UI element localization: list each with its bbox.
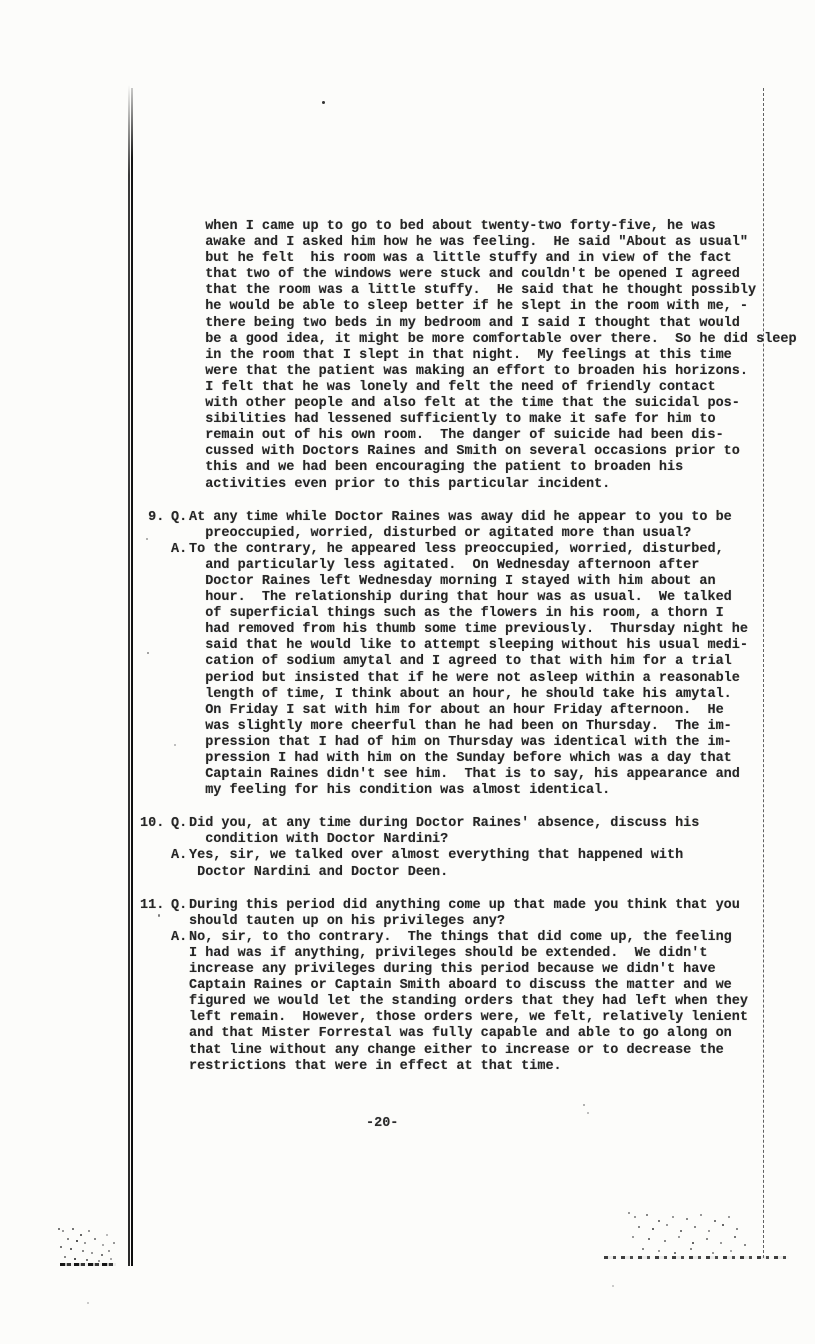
qa-item-11 [140, 898, 800, 1075]
scan-dot [322, 101, 325, 104]
line-text: cation of sodium amytal and I agreed to that with him for a trial [189, 654, 732, 670]
page-number: -20- [366, 1116, 399, 1131]
line-text: he would be able to sleep better if he slept in the room with me, - [189, 299, 748, 315]
line-text: At any time while Doctor Raines was away did he appear to you to be [189, 509, 732, 525]
line-text: activities even prior to this particular incident. [189, 476, 611, 492]
line-text: Doctor Nardini and Doctor Deen. [189, 864, 449, 880]
line-text: there being two beds in my bedroom and I said I thought that would [189, 315, 740, 331]
scan-dot [147, 652, 149, 654]
text-line [140, 348, 800, 364]
question-number: 10. [140, 816, 165, 832]
text-line [140, 930, 800, 946]
text-line [140, 412, 800, 428]
text-line [140, 364, 800, 380]
text-line [140, 251, 800, 267]
text-line [140, 477, 800, 493]
text-line [140, 767, 800, 783]
text-line [140, 510, 800, 526]
text-line [140, 283, 800, 299]
text-line [140, 687, 800, 703]
line-text: pression I had with him on the Sunday before which was a day that [189, 751, 732, 766]
line-text: Captain Raines didn't see him. That is to say, his appearance and [189, 767, 740, 783]
text-line [140, 638, 800, 654]
speaker-label: A. [171, 848, 188, 864]
line-text: should tauten up on his privileges any? [189, 913, 505, 929]
text-line [140, 703, 800, 719]
line-text: restrictions that were in effect at that time. [189, 1058, 562, 1074]
text-line [140, 542, 800, 558]
text-line [140, 832, 800, 848]
text-line [140, 622, 800, 638]
left-margin-line-outer [128, 85, 130, 1266]
speaker-label: A. [171, 541, 188, 557]
text-line [140, 898, 800, 914]
line-text: and particularly less agitated. On Wednesday afternoon after [189, 557, 700, 573]
line-text: Did you, at any time during Doctor Raines' absence, discuss his [189, 816, 700, 832]
line-text: was slightly more cheerful than he had been on Thursday. The im- [189, 718, 732, 734]
line-text: period but insisted that if he were not asleep within a reasonable [189, 670, 740, 686]
text-line [140, 460, 800, 476]
line-text: Captain Raines or Captain Smith aboard to discuss the matter and we [189, 978, 732, 994]
scan-dot [612, 1285, 614, 1287]
line-text: I felt that he was lonely and felt the need of friendly contact [189, 379, 716, 395]
text-line [140, 962, 800, 978]
line-text: length of time, I think about an hour, he should take his amytal. [189, 686, 732, 702]
line-text: when I came up to go to bed about twenty-two forty-five, he was [189, 219, 716, 234]
text-line [140, 219, 800, 235]
line-text: that the room was a little stuffy. He said that he thought possibly [189, 283, 757, 299]
qa-item-9 [140, 510, 800, 800]
text-line [140, 428, 800, 444]
line-text: increase any privileges during this period because we didn't have [189, 962, 716, 978]
text-line [140, 865, 800, 881]
text-line [140, 574, 800, 590]
line-text: said that he would like to attempt sleeping without his usual medi- [189, 638, 748, 654]
text-line [140, 994, 800, 1010]
scan-dot [158, 914, 160, 917]
line-text: During this period did anything come up that made you think that you [189, 897, 740, 913]
scan-dot [146, 538, 148, 540]
text-line [140, 396, 800, 412]
line-text: I had was if anything, privileges should be extended. We didn't [189, 945, 708, 961]
line-text: condition with Doctor Nardini? [189, 832, 449, 848]
text-line [140, 914, 800, 930]
line-text: this and we had been encouraging the patient to broaden his [189, 460, 684, 476]
text-line [140, 735, 800, 751]
text-line [140, 719, 800, 735]
text-line [140, 332, 800, 348]
question-number: 11. [140, 897, 165, 913]
continuation-paragraph [140, 219, 800, 493]
line-text: preoccupied, worried, disturbed or agitated more than usual? [189, 525, 692, 541]
text-line [140, 299, 800, 315]
line-text: hour. The relationship during that hour was as usual. We talked [189, 590, 732, 606]
text-line [140, 783, 800, 799]
line-text: of superficial things such as the flowers in his room, a thorn I [189, 606, 724, 622]
line-text: remain out of his own room. The danger of suicide had been dis- [189, 428, 724, 444]
line-text: had removed from his thumb some time previously. Thursday night he [189, 622, 748, 638]
line-text: Doctor Raines left Wednesday morning I stayed with him about an [189, 573, 716, 589]
scan-dot [87, 1302, 89, 1304]
text-line [140, 848, 800, 864]
text-line [140, 654, 800, 670]
typewritten-text [140, 219, 800, 1075]
scan-dot [587, 1112, 589, 1114]
text-line [140, 671, 800, 687]
line-text: sibilities had lessened sufficiently to make it safe for him to [189, 412, 716, 428]
line-text: To the contrary, he appeared less preoccupied, worried, disturbed, [189, 541, 724, 557]
scan-streak-bottom-left [60, 1263, 116, 1266]
scan-dot [583, 1104, 585, 1106]
line-text: but he felt his room was a little stuffy and in view of the fact [189, 251, 732, 267]
text-line [140, 380, 800, 396]
text-line [140, 267, 800, 283]
line-text: awake and I asked him how he was feeling. He said "About as usual" [189, 235, 748, 251]
text-line [140, 526, 800, 542]
question-number: 9. [140, 509, 165, 525]
text-line [140, 978, 800, 994]
text-line [140, 316, 800, 332]
scan-speckles-bottom-right [628, 1212, 630, 1214]
text-line [140, 751, 800, 767]
text-line [140, 1043, 800, 1059]
line-text: my feeling for his condition was almost identical. [189, 783, 611, 799]
line-text: with other people and also felt at the time that the suicidal pos- [189, 396, 740, 412]
line-text: left remain. However, those orders were, we felt, relatively lenient [189, 1010, 748, 1026]
line-text: No, sir, to tho contrary. The things that did come up, the feeling [189, 929, 732, 945]
line-text: be a good idea, it might be more comfortable over there. So he did sleep [189, 331, 797, 347]
scan-dot [174, 744, 176, 746]
text-line [140, 946, 800, 962]
line-text: cussed with Doctors Raines and Smith on several occasions prior to [189, 444, 740, 460]
line-text: in the room that I slept in that night. My feelings at this time [189, 347, 732, 363]
line-text: pression that I had of him on Thursday was identical with the im- [189, 734, 732, 750]
scan-streak-bottom-right [604, 1256, 789, 1259]
line-text: On Friday I sat with him for about an hour Friday afternoon. He [189, 702, 724, 718]
speaker-label: Q. [171, 509, 188, 525]
text-line [140, 1010, 800, 1026]
text-line [140, 816, 800, 832]
line-text: Yes, sir, we talked over almost everything that happened with [189, 848, 684, 864]
text-line [140, 558, 800, 574]
text-line [140, 235, 800, 251]
text-line [140, 444, 800, 460]
text-line [140, 590, 800, 606]
speaker-label: Q. [171, 897, 188, 913]
scan-speckles-bottom-left [58, 1228, 60, 1230]
line-text: figured we would let the standing orders that they had left when they [189, 994, 748, 1010]
left-margin-line [131, 88, 133, 1266]
text-line [140, 606, 800, 622]
line-text: and that Mister Forrestal was fully capable and able to go along on [189, 1026, 732, 1042]
qa-item-10 [140, 816, 800, 880]
speaker-label: Q. [171, 816, 188, 832]
speaker-label: A. [171, 929, 188, 945]
line-text: that two of the windows were stuck and couldn't be opened I agreed [189, 267, 740, 283]
text-line [140, 1059, 800, 1075]
line-text: that line without any change either to increase or to decrease the [189, 1042, 724, 1058]
line-text: were that the patient was making an effort to broaden his horizons. [189, 363, 748, 379]
text-line [140, 1026, 800, 1042]
